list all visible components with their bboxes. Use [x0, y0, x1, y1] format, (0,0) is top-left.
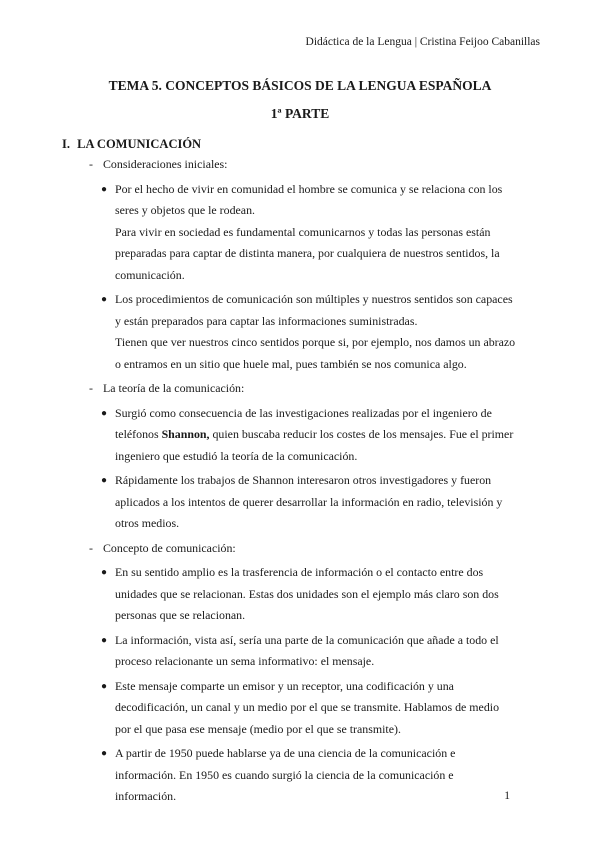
bullet-icon: ●: [101, 183, 108, 195]
subsection-concepto: [0, 538, 600, 560]
document-subtitle: 1ª PARTE: [270, 106, 330, 121]
list-item: ● En su sentido amplio es la trasferencia de información o el contacto entre dos unidades que se relacionan. Estas dos unidades son el ejemplo más claro son dos personas que se relacionan.: [0, 562, 600, 627]
list-item: ● Por el hecho de vivir en comunidad el hombre se comunica y se relaciona con los seres y objetos que le rodean. Para vivir en sociedad es fundamental comunicarnos y todas las personas están preparadas para captar de distinta manera, por cualquiera de nuestros sentidos, la comunicación.: [0, 179, 600, 287]
subsection-label: Consideraciones iniciales:: [103, 157, 228, 171]
bullet-icon: ●: [101, 680, 108, 692]
bullet-icon: ●: [101, 634, 108, 646]
section-title: LA COMUNICACIÓN: [77, 137, 202, 151]
bullet-icon: ●: [101, 567, 108, 578]
document-title: TEMA 5. CONCEPTOS BÁSICOS DE LA LENGUA ESPAÑOLA: [108, 78, 492, 93]
page-number: 1: [504, 790, 510, 802]
bold-name: Shannon,: [161, 427, 210, 441]
bullet-icon: ●: [101, 475, 108, 486]
dash-marker: -: [89, 157, 93, 171]
subsection-label: La teoría de la comunicación:: [103, 381, 245, 395]
bullet-icon: ●: [101, 407, 108, 419]
section-number: I.: [62, 137, 70, 151]
section-heading: [62, 137, 201, 152]
running-header: Didáctica de la Lengua | Cristina Feijoo Cabanillas: [305, 36, 540, 48]
list-item: ● Rápidamente los trabajos de Shannon interesaron otros investigadores y fueron aplicados a los intentos de querer desarrollar la información en radio, televisión y otros medios.: [0, 470, 600, 535]
bullet-icon: ●: [101, 294, 108, 305]
subsection-label: Concepto de comunicación:: [103, 540, 236, 555]
subsection-teoria: [0, 378, 600, 400]
list-item: ● Surgió como consecuencia de las investigaciones realizadas por el ingeniero de teléfonos Shannon, quien buscaba reducir los costes de los mensajes. Fue el primer ingeniero que estudió la teoría de la comunicación.: [0, 403, 600, 468]
list-item: ● La información, vista así, sería una parte de la comunicación que añade a todo el proceso relacionante un sema informativo: el mensaje.: [0, 630, 600, 673]
list-item: ● A partir de 1950 puede hablarse ya de una ciencia de la comunicación e información. En 1950 es cuando surgió la ciencia de la comunicación e información.: [0, 743, 600, 808]
list-item: ● Este mensaje comparte un emisor y un receptor, una codificación y una decodificación, un canal y un medio por el que se transmite. Hablamos de medio por el que pasa ese mensaje (medio por el que se transmite).: [0, 676, 600, 741]
document-body: [0, 154, 600, 808]
subsection-consideraciones: [0, 154, 600, 176]
dash-marker: -: [89, 381, 93, 395]
dash-marker: -: [89, 540, 93, 555]
list-item: ● Los procedimientos de comunicación son múltiples y nuestros sentidos son capaces y están preparados para captar las informaciones suministradas. Tienen que ver nuestros cinco sentidos porque si, por ejemplo, nos damos un abrazo o entramos en un sitio que huele mal, pues también se nos comunica algo.: [0, 289, 600, 375]
bullet-icon: ●: [101, 748, 108, 759]
